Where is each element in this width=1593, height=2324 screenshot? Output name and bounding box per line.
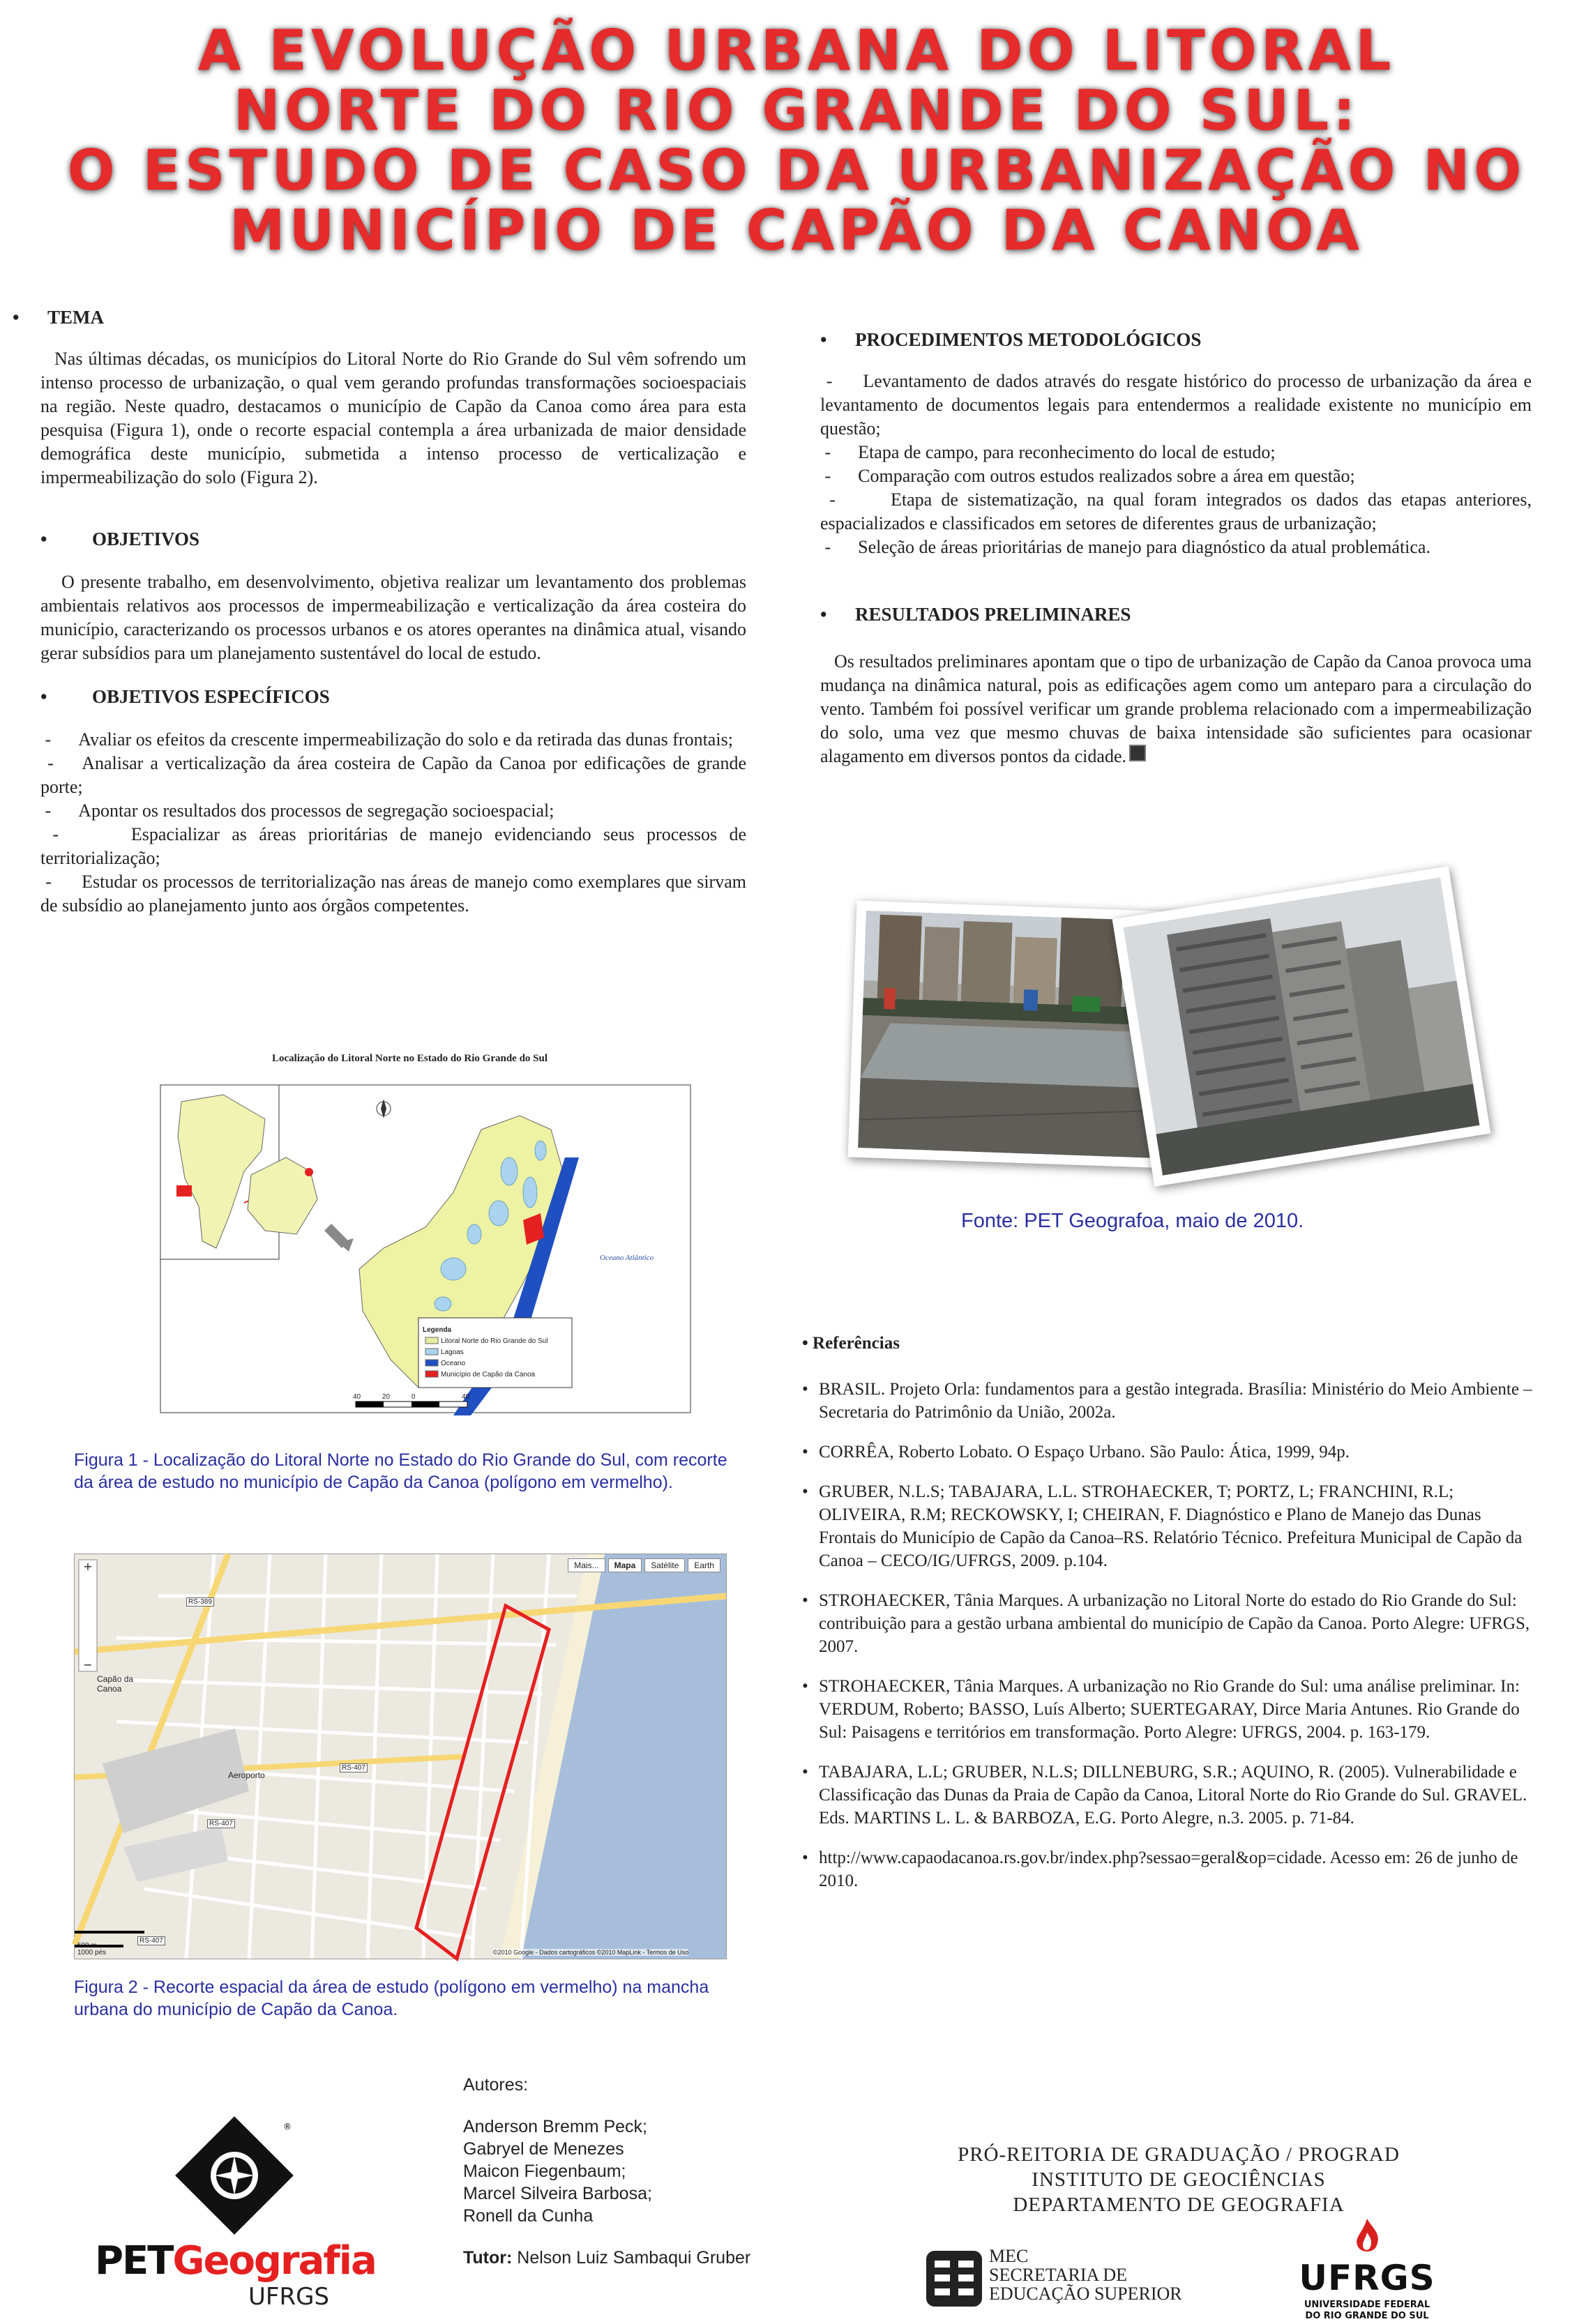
pet-logo-word-geografia: Geografia <box>172 2238 376 2284</box>
title-line-3: O ESTUDO DE CASO DA URBANIZAÇÃO NO <box>67 138 1526 203</box>
list-item: - Seleção de áreas prioritárias de manejo para diagnóstico da atual problemática. <box>820 537 1430 557</box>
figure2-map-graphic <box>75 1554 726 1959</box>
map-scale-metric: 500 m <box>77 1942 97 1950</box>
mouse-cursor-icon <box>1129 745 1146 761</box>
tutor-label: Tutor: <box>463 2248 513 2268</box>
ufrgs-flame-icon <box>1346 2217 1388 2259</box>
map-road-label: RS-389 <box>186 1597 214 1607</box>
legend-title: Legenda <box>423 1326 452 1334</box>
pet-logo-word-pet: PET <box>95 2238 173 2284</box>
zoom-in-icon[interactable]: + <box>83 1560 93 1573</box>
list-item: - Etapa de campo, para reconhecimento do local de estudo; <box>820 442 1276 462</box>
objetivos-especificos-list <box>40 728 746 918</box>
procedimentos-heading: • PROCEDIMENTOS METODOLÓGICOS <box>820 329 1202 350</box>
tall-buildings-photo <box>1112 866 1491 1187</box>
authors-block <box>463 2074 854 2269</box>
ufrgs-name: UFRGS <box>1299 2258 1435 2298</box>
objetivos-especificos-heading: • OBJETIVOS ESPECÍFICOS <box>40 686 330 707</box>
pet-logo-ufrgs: UFRGS <box>248 2283 329 2311</box>
title-line-1: A EVOLUÇÃO URBANA DO LITORAL <box>197 18 1396 83</box>
zoom-out-icon[interactable]: − <box>83 1658 93 1671</box>
figure1-caption: Figura 1 - Localização do Litoral Norte no Estado do Rio Grande do Sul, com recorte da área de estudo no município de Capão da Canoa (polígono em vermelho). <box>74 1450 727 1492</box>
figure1-map-graphic <box>160 1053 690 1443</box>
legend-item: Oceano <box>441 1360 466 1367</box>
reference-item: • TABAJARA, L.L; GRUBER, N.L.S; DILLNEBURG, S.R.; AQUINO, R. (2005). Vulnerabilidade e Classificação das Dunas da Praia de Capão da Canoa, Litoral Norte do Rio Grande do Sul. GRAVEL. Eds. MARTINS L. L. & BARBOZA, E.G. Porto Alegre, n.3. 2005. p. 71-84. <box>802 1763 1527 1828</box>
photo-source: Fonte: PET Geografoa, maio de 2010. <box>961 1210 1304 1232</box>
map-zoom-control[interactable] <box>79 1560 97 1671</box>
figure2-map <box>74 1554 727 1959</box>
pet-logo-text <box>95 2238 376 2284</box>
procedimentos-list <box>820 370 1532 559</box>
mec-text <box>989 2247 1182 2303</box>
tema-text: Nas últimas décadas, os municípios do Litoral Norte do Rio Grande do Sul vêm sofrendo um intenso processo de urbanização, o qual vem gerando profundas transformações socioespaciais na região. Neste quadro, destacamos o município de Capão da Canoa como área para esta pesquisa (Figura 1), onde o recorte espacial contempla a área urbanizada de maior densidade demográfica deste município, submetida a intenso processo de verticalização e impermeabilização do solo (Figura 2). <box>40 349 746 487</box>
reference-item: • STROHAECKER, Tânia Marques. A urbanização no Litoral Norte do estado do Rio Grande do Sul: contribuição para a gestão urbana ambiental do município de Capão da Canoa. Porto Alegre: UFRGS, 2007. <box>802 1591 1530 1656</box>
institution-line: DEPARTAMENTO DE GEOGRAFIA <box>1013 2194 1345 2216</box>
map-earth-button[interactable]: Earth <box>688 1558 720 1572</box>
list-item: - Estudar os processos de territorialização nas áreas de manejo como exemplares que sirvam de subsídio ao planejamento junto aos órgãos competentes. <box>40 872 746 916</box>
institution-line: PRÓ-REITORIA DE GRADUAÇÃO / PROGRAD <box>958 2143 1400 2166</box>
map-scale-imperial: 1000 pés <box>77 1949 107 1957</box>
scale-label: 40 <box>353 1393 361 1401</box>
list-item: - Avaliar os efeitos da crescente impermeabilização do solo e da retirada das dunas frontais; <box>40 729 733 750</box>
reference-item: • GRUBER, N.L.S; TABAJARA, L.L. STROHAECKER, T; PORTZ, L; FRANCHINI, R.L; OLIVEIRA, R.M; RECKOWSKY, I; CHEIRAN, F. Diagnóstico e Plano de Manejo das Dunas Frontais do Município de Capão da Canoa–RS. Relatório Técnico. Prefeitura Municipal de Capão da Canoa – CECO/IG/UFRGS, 2009. p.104. <box>802 1482 1523 1570</box>
mec-line: MEC <box>989 2246 1029 2266</box>
poster-title <box>0 18 1593 263</box>
objetivos-text: O presente trabalho, em desenvolvimento, objetiva realizar um levantamento dos problemas ambientais relativos aos processos de impermeabilização e verticalização da área costeira do município, caracterizando os processos urbanos e os atores operantes na dinâmica atual, visando gerar subsídios para um planejamento sustentável do local de estudo. <box>40 572 746 663</box>
map-road-label: RS-407 <box>137 1936 165 1945</box>
map-attribution[interactable]: ©2010 Google - Dados cartográficos ©2010 MapLink - Termos de Uso <box>493 1949 689 1956</box>
objetivos-heading: • OBJETIVOS <box>40 529 200 549</box>
legend-item: Litoral Norte do Rio Grande do Sul <box>441 1337 548 1345</box>
mec-line: SECRETARIA DE <box>989 2265 1127 2285</box>
references-section <box>802 1332 1541 1909</box>
institution-block <box>900 2142 1458 2217</box>
svg-text:®: ® <box>283 2122 292 2132</box>
pet-geografia-logo <box>95 2120 388 2311</box>
reference-item: • CORRÊA, Roberto Lobato. O Espaço Urbano. São Paulo: Ática, 1999, 94p. <box>802 1443 1350 1461</box>
figure2-caption: Figura 2 - Recorte espacial da área de estudo (polígono em vermelho) na mancha urbana do município de Capão da Canoa. <box>74 1977 709 2019</box>
scale-label: 40 <box>462 1393 470 1401</box>
list-item: - Etapa de sistematização, na qual foram integrados os dados das etapas anteriores, espacializados e classificados em setores de diferentes graus de urbanização; <box>820 489 1532 533</box>
figure1-scale-labels <box>353 1393 469 1401</box>
ufrgs-sub1: UNIVERSIDADE FEDERAL <box>1304 2300 1430 2310</box>
map-city-label: Capão da Canoa <box>97 1674 134 1694</box>
map-road-label: RS-407 <box>340 1763 368 1772</box>
ufrgs-sub2: DO RIO GRANDE DO SUL <box>1305 2311 1429 2321</box>
mec-line: EDUCAÇÃO SUPERIOR <box>989 2284 1182 2304</box>
author-name: Maicon Fiegenbaum; <box>463 2162 626 2181</box>
right-column <box>820 328 1532 768</box>
tutor-name: Nelson Luiz Sambaqui Gruber <box>517 2248 751 2268</box>
author-name: Ronell da Cunha <box>463 2206 594 2226</box>
figure1-map-title: Localização do Litoral Norte no Estado do Rio Grande do Sul <box>272 1053 548 1064</box>
reference-item: • STROHAECKER, Tânia Marques. A urbanização no Rio Grande do Sul: uma análise preliminar. In: VERDUM, Roberto; BASSO, Luís Alberto; SUERTEGARAY, Dirce Maria Antunes. Rio Grande do Sul: Paisagens e territórios em transformação. Porto Alegre: UFRGS, 2004. p. 163-179. <box>802 1677 1520 1742</box>
reference-item: • BRASIL. Projeto Orla: fundamentos para a gestão integrada. Brasília: Ministério do Meio Ambiente – Secretaria do Patrimônio da União, 2002a. <box>802 1380 1532 1422</box>
title-line-2: NORTE DO RIO GRANDE DO SUL: <box>233 78 1360 143</box>
figure1-map <box>160 1053 690 1443</box>
map-airport-label: Aeroporto <box>228 1770 265 1780</box>
ufrgs-logo <box>1269 2217 1465 2322</box>
list-item: - Analisar a verticalização da área costeira de Capão da Canoa por edificações de grande porte; <box>40 753 746 797</box>
references-heading: • Referências <box>802 1334 900 1353</box>
author-name: Anderson Bremm Peck; <box>463 2117 647 2136</box>
mec-symbol-icon <box>926 2251 982 2307</box>
map-road-label: RS-407 <box>207 1819 235 1828</box>
title-line-4: MUNICÍPIO DE CAPÃO DA CANOA <box>229 198 1364 263</box>
map-more-button[interactable]: Mais... <box>568 1558 605 1572</box>
legend-item: Município de Capão da Canoa <box>441 1371 536 1379</box>
author-name: Marcel Silveira Barbosa; <box>463 2184 652 2203</box>
mec-logo <box>926 2247 1219 2316</box>
reference-item[interactable]: • http://www.capaodacanoa.rs.gov.br/index.php?sessao=geral&op=cidade. Acesso em: 26 de junho de 2010. <box>802 1848 1518 1890</box>
institution-line: INSTITUTO DE GEOCIÊNCIAS <box>1032 2169 1326 2191</box>
scale-label: 0 <box>411 1393 416 1401</box>
list-item: - Comparação com outros estudos realizados sobre a área em questão; <box>820 466 1355 486</box>
map-type-bar <box>568 1558 720 1572</box>
tema-heading: • TEMA <box>13 307 104 328</box>
figure1-legend <box>423 1325 548 1381</box>
left-column <box>13 305 746 918</box>
scale-label: 20 <box>382 1393 391 1401</box>
resultados-heading: • RESULTADOS PRELIMINARES <box>820 604 1131 625</box>
figure1-ocean-label: Oceano Atlântico <box>600 1254 654 1262</box>
list-item: - Apontar os resultados dos processos de segregação socioespacial; <box>40 800 554 821</box>
tall-buildings-image <box>1124 877 1480 1176</box>
map-mapa-button[interactable]: Mapa <box>608 1558 642 1572</box>
author-name: Gabryel de Menezes <box>463 2139 624 2159</box>
tutor-line <box>463 2247 854 2269</box>
legend-item: Lagoas <box>441 1349 464 1356</box>
list-item: - Levantamento de dados através do resgate histórico do processo de urbanização da área e levantamento de documentos legais para entendermos a realidade existente no município em questão; <box>820 371 1532 439</box>
pet-compass-icon <box>179 2120 290 2238</box>
list-item: - Espacializar as áreas prioritárias de manejo evidenciando seus processos de territorialização; <box>40 824 746 868</box>
resultados-text: Os resultados preliminares apontam que o tipo de urbanização de Capão da Canoa provoca uma mudança na dinâmica natural, pois as edificações agem como um anteparo para a circulação do vento. Também foi possível verificar um grande problema relacionado com a impermeabilização do solo, uma vez que mesmo chuvas de baixa intensidade são suficientes para ocasionar alagamento em diversos pontos da cidade. <box>820 651 1532 766</box>
map-satelite-button[interactable]: Satélite <box>644 1558 685 1572</box>
authors-heading: Autores: <box>463 2075 529 2095</box>
